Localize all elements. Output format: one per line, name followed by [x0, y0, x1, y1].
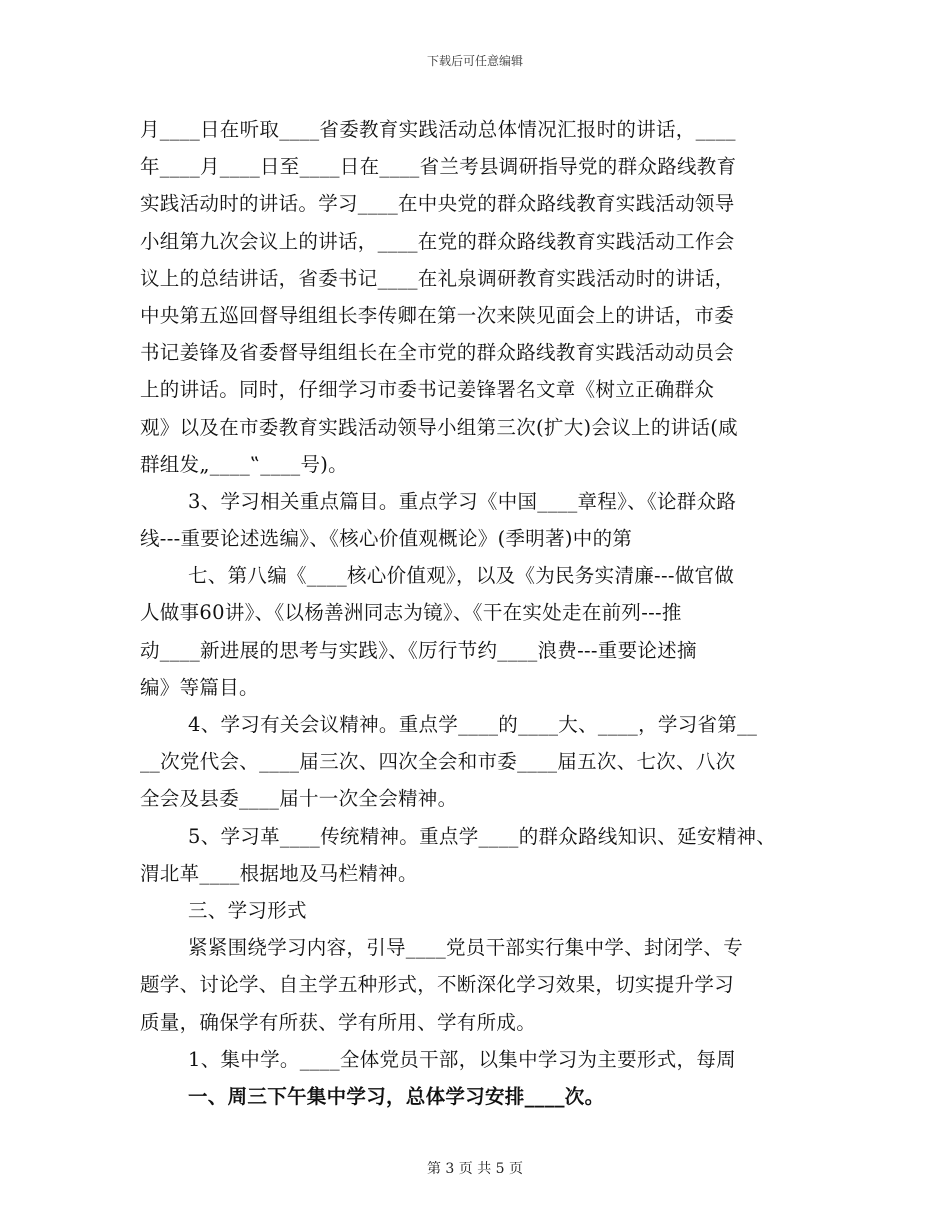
- text-line: 质量，确保学有所获、学有所用、学有所成。: [140, 1010, 537, 1034]
- text-line: 年____月____日至____日在____省兰考县调研指导党的群众路线教育: [140, 155, 737, 179]
- text-line: 上的讲话。同时，仔细学习市委书记姜锋署名文章《树立正确群众: [140, 378, 715, 402]
- page-header: 下载后可任意编辑: [426, 54, 523, 68]
- text-line: 动____新进展的思考与实践》、《厉行节约____浪费---重要论述摘: [140, 638, 697, 662]
- text-line: 线---重要论述选编》、《核心价值观概论》(季明著)中的第: [140, 527, 633, 551]
- text-line: 3、学习相关重点篇目。重点学习《中国____章程》、《论群众路: [188, 489, 737, 513]
- text-line: __次党代会、____届三次、四次全会和市委____届五次、七次、八次: [140, 750, 736, 774]
- text-line: 渭北革____根据地及马栏精神。: [140, 861, 418, 885]
- text-line: 中央第五巡回督导组组长李传卿在第一次来陕见面会上的讲话，市委: [140, 303, 735, 327]
- text-line: 紧紧围绕学习内容，引导____党员干部实行集中学、封闭学、专: [188, 936, 744, 960]
- text-line: 群组发„____‟____号)。: [140, 452, 348, 476]
- text-line: 一、周三下午集中学习，总体学习安排____次。: [188, 1084, 605, 1108]
- page-footer: 第 3 页 共 5 页: [426, 1161, 524, 1177]
- text-line: 三、学习形式: [188, 898, 307, 922]
- text-line: 编》等篇目。: [140, 675, 259, 699]
- text-line: 5、学习革____传统精神。重点学____的群众路线知识、延安精神、: [188, 824, 777, 848]
- text-line: 月____日在听取____省委教育实践活动总体情况汇报时的讲话，____: [140, 118, 736, 141]
- text-line: 小组第九次会议上的讲话，____在党的群众路线教育实践活动工作会: [140, 229, 735, 253]
- text-line: 全会及县委____届十一次全会精神。: [140, 787, 458, 811]
- text-line: 4、学习有关会议精神。重点学____的____大、____，学习省第__: [188, 713, 758, 736]
- text-line: 议上的总结讲话，省委书记____在礼泉调研教育实践活动时的讲话，: [140, 266, 735, 290]
- text-line: 书记姜锋及省委督导组组长在全市党的群众路线教育实践活动动员会: [140, 341, 735, 365]
- text-line: 实践活动时的讲话。学习____在中央党的群众路线教育实践活动领导: [140, 192, 735, 216]
- text-line: 1、集中学。____全体党员干部，以集中学习为主要形式，每周: [188, 1047, 736, 1071]
- text-line: 七、第八编《____核心价值观》，以及《为民务实清廉---做官做: [188, 564, 735, 588]
- text-line: 题学、讨论学、自主学五种形式，不断深化学习效果，切实提升学习: [140, 973, 735, 997]
- text-line: 观》以及在市委教育实践活动领导小组第三次(扩大)会议上的讲话(咸: [140, 415, 738, 439]
- document-body: [140, 111, 830, 1115]
- text-line: 人做事60讲》、《以杨善洲同志为镜》、《干在实处走在前列---推: [140, 601, 682, 625]
